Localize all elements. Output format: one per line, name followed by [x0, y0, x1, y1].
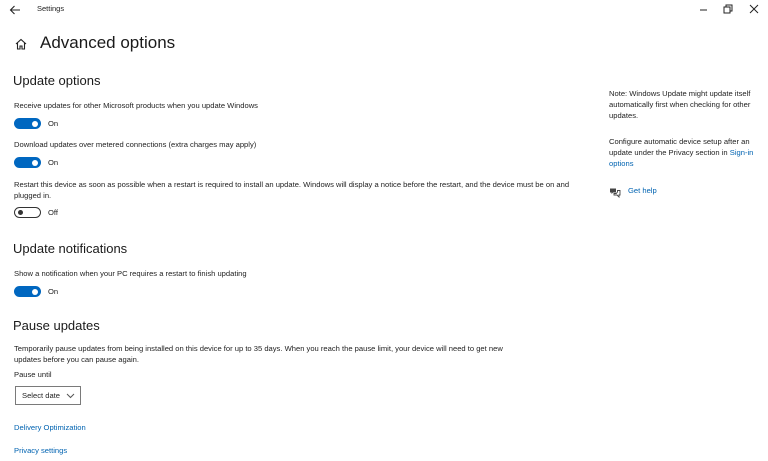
toggle-other-products[interactable] — [14, 118, 41, 129]
restore-button[interactable] — [720, 2, 736, 16]
sidebar-configure-body: Configure automatic device setup after an update under the Privacy section in — [609, 137, 750, 157]
pause-date-select[interactable] — [15, 386, 81, 405]
minimize-icon — [696, 2, 712, 16]
window-title: Settings — [37, 4, 65, 13]
delivery-optimization-link[interactable]: Delivery Optimization — [14, 423, 86, 432]
chevron-down-icon — [66, 392, 75, 399]
toggle-state-metered: On — [48, 158, 59, 167]
privacy-settings-link[interactable]: Privacy settings — [14, 446, 68, 455]
toggle-restart-notification[interactable] — [14, 286, 41, 297]
section-title-update-options: Update options — [13, 73, 101, 88]
back-arrow-icon[interactable] — [8, 3, 22, 17]
toggle-state-other-products: On — [48, 119, 59, 128]
get-help-link[interactable]: Get help — [628, 186, 657, 195]
home-icon[interactable] — [14, 37, 28, 51]
toggle-state-restart: Off — [48, 208, 58, 217]
toggle-metered[interactable] — [14, 157, 41, 168]
sign-in-options-link[interactable]: Sign-in options — [609, 148, 754, 168]
toggle-state-restart-notification: On — [48, 287, 59, 296]
pause-description: Temporarily pause updates from being installed on this device for up to 35 days. When you reach the pause limit, your device will need to get new updates before you can pause again. — [14, 344, 503, 364]
restore-icon — [720, 2, 736, 16]
get-help-icon — [609, 185, 621, 196]
sidebar-note: Note: Windows Update might update itself automatically first when checking for other updates. — [609, 89, 751, 120]
option-label-metered: Download updates over metered connections (extra charges may apply) — [14, 140, 257, 149]
close-icon — [746, 2, 762, 16]
minimize-button[interactable] — [696, 2, 712, 16]
pause-date-select-value: Select date — [22, 391, 60, 400]
close-button[interactable] — [746, 2, 762, 16]
sidebar-configure-text — [609, 136, 759, 169]
option-label-restart: Restart this device as soon as possible when a restart is required to install an update. Windows will display a notice before the restart, and the device must be on and plugged in. — [14, 180, 570, 200]
section-title-update-notifications: Update notifications — [13, 241, 128, 256]
option-label-other-products: Receive updates for other Microsoft products when you update Windows — [14, 101, 258, 110]
section-title-pause-updates: Pause updates — [13, 318, 100, 333]
toggle-restart[interactable] — [14, 207, 41, 218]
option-label-restart-notification: Show a notification when your PC requires a restart to finish updating — [14, 269, 247, 278]
pause-until-label: Pause until — [14, 370, 52, 379]
page-title: Advanced options — [40, 33, 176, 52]
